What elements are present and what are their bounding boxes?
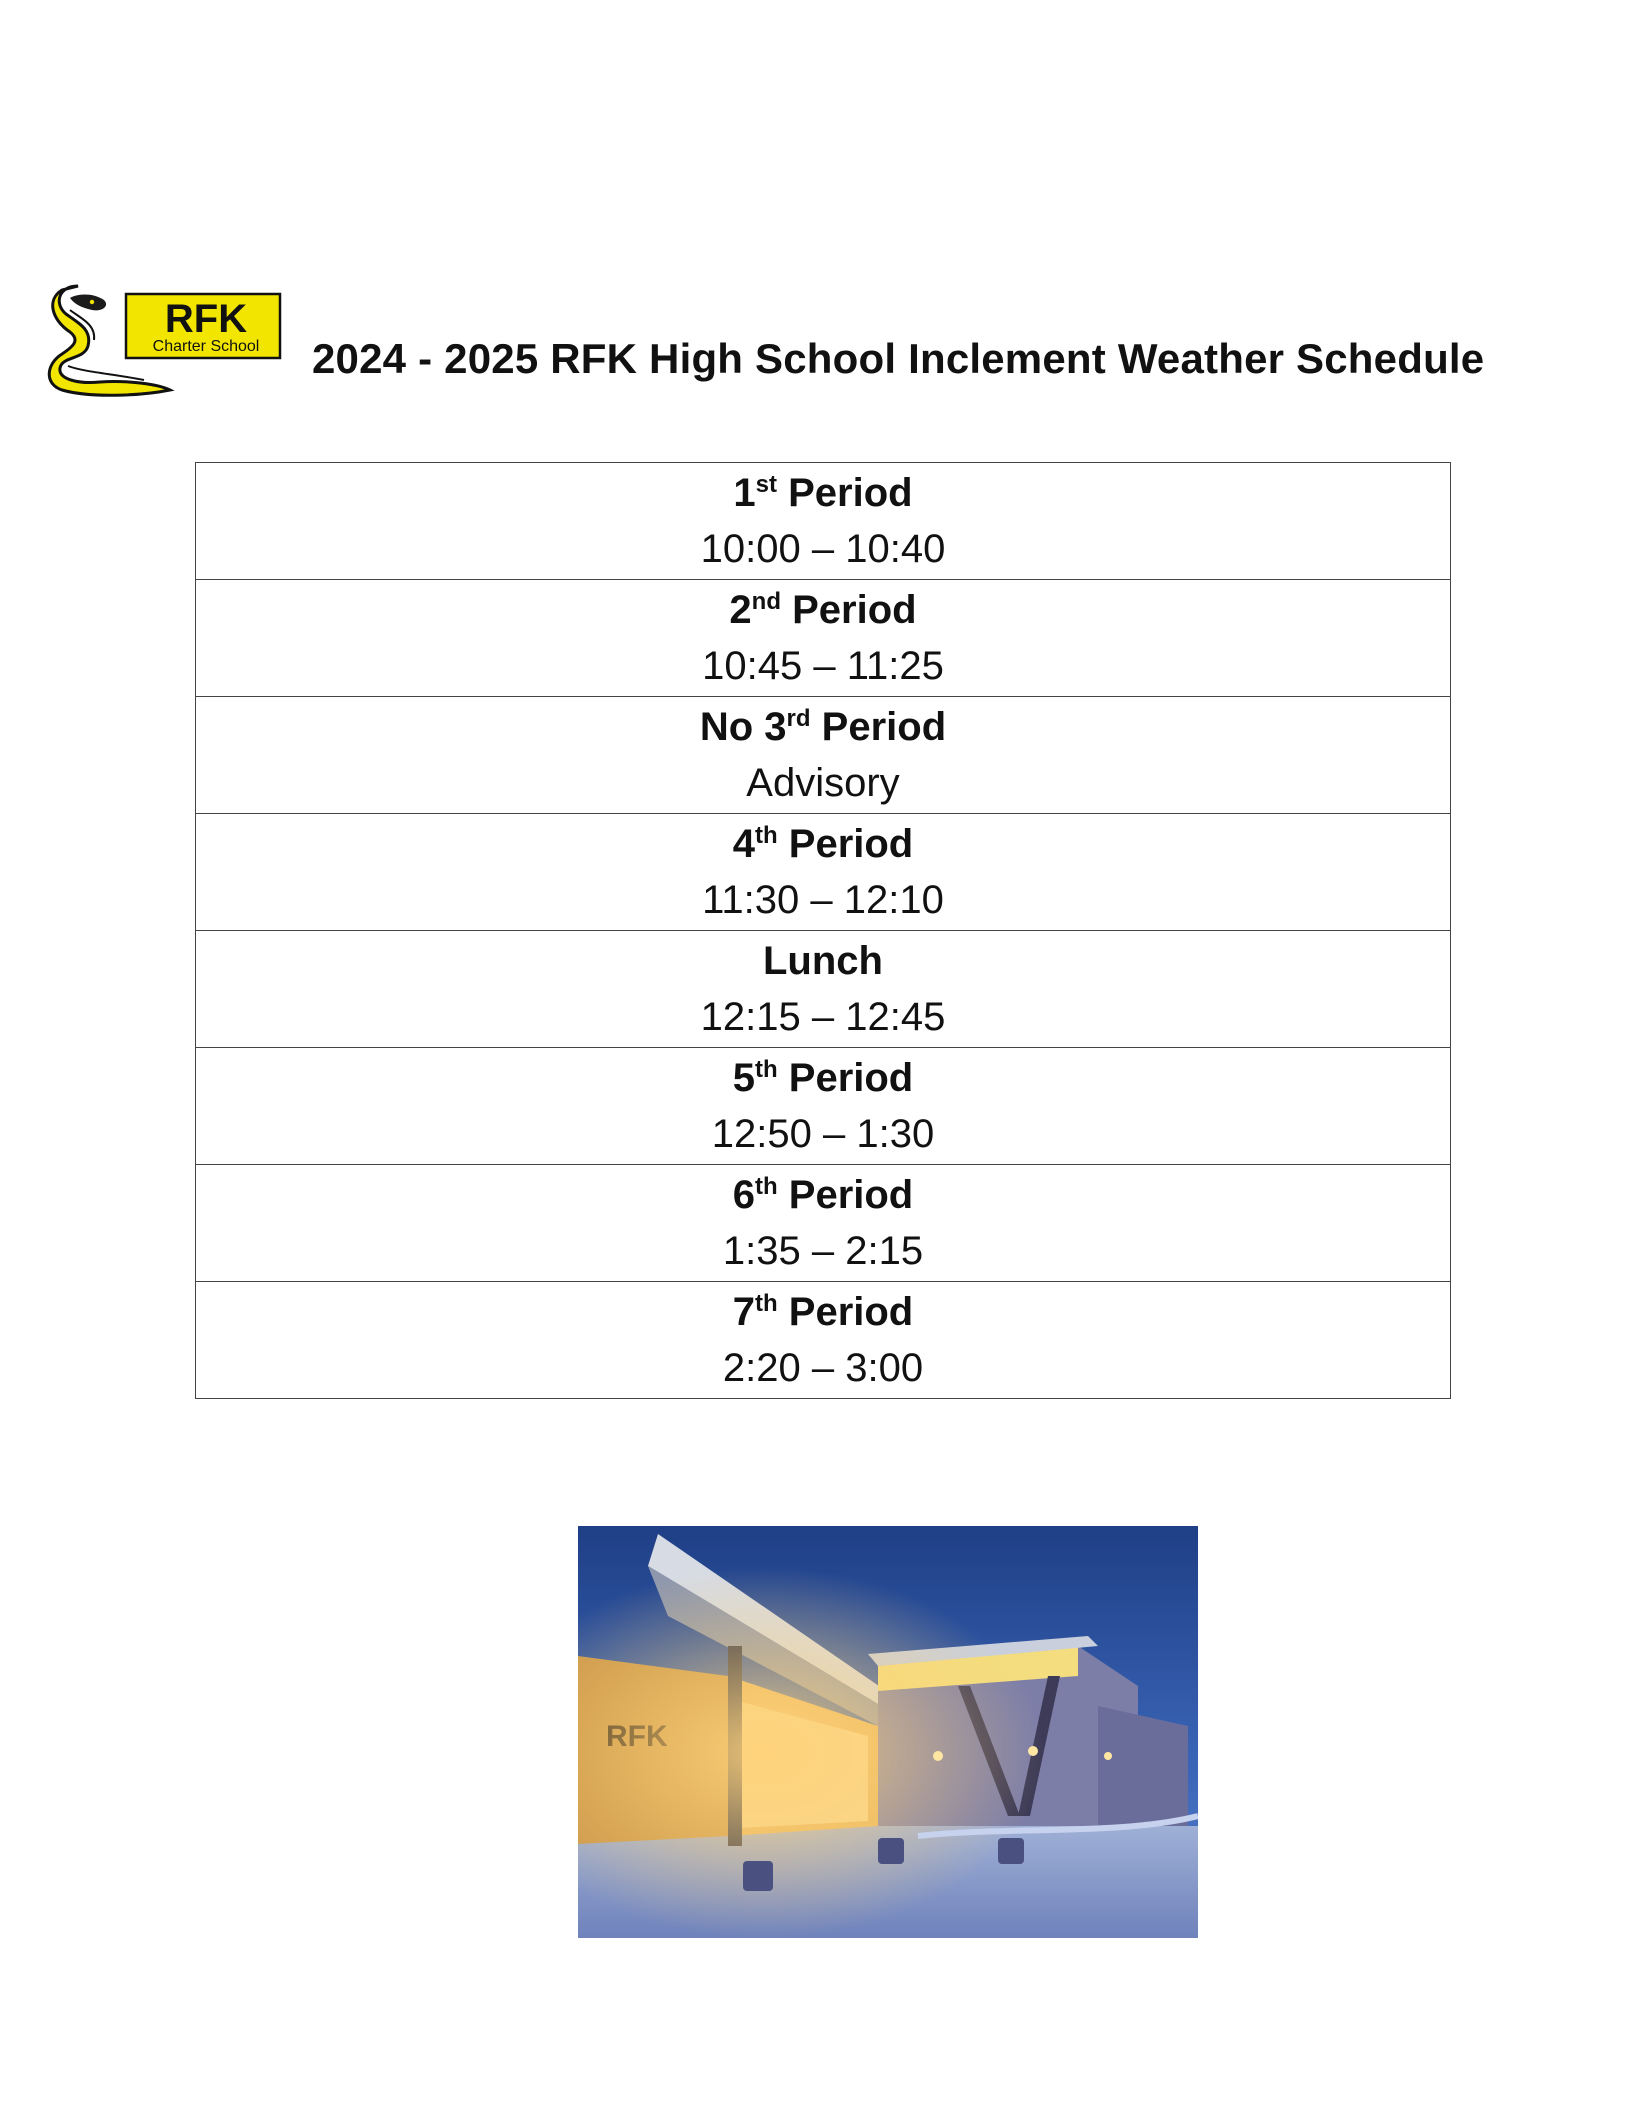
period-time: 10:00 – 10:40	[700, 527, 946, 571]
period-name	[196, 933, 1450, 989]
schedule-table	[195, 462, 1451, 1399]
period-label: Period	[780, 588, 917, 632]
period-time: 1:35 – 2:15	[722, 1229, 924, 1273]
schedule-row	[196, 1282, 1451, 1399]
period-time: 12:50 – 1:30	[711, 1112, 935, 1156]
period-number: 3	[764, 705, 787, 749]
period-number: 1	[733, 471, 756, 515]
period-name	[196, 1167, 1450, 1223]
period-name	[196, 1284, 1450, 1340]
period-label: Lunch	[763, 939, 883, 983]
period-ordinal-suffix: nd	[751, 588, 781, 615]
schedule-cell	[196, 463, 1451, 580]
period-name	[196, 816, 1450, 872]
schedule-row	[196, 1165, 1451, 1282]
period-number: 4	[732, 822, 755, 866]
period-label: Period	[777, 822, 914, 866]
school-building-photo	[578, 1526, 1198, 1938]
schedule-row	[196, 463, 1451, 580]
period-label: Period	[777, 1056, 914, 1100]
logo-text-sub: Charter School	[152, 338, 260, 355]
period-label: Period	[777, 1290, 914, 1334]
period-ordinal-suffix: th	[755, 1056, 778, 1083]
logo-text-main: RFK	[164, 297, 248, 341]
period-ordinal-suffix: th	[755, 822, 778, 849]
schedule-cell	[196, 814, 1451, 931]
period-number: 2	[729, 588, 752, 632]
period-label: Period	[777, 1173, 914, 1217]
period-ordinal-suffix: rd	[786, 705, 811, 732]
period-prefix: No	[699, 705, 765, 749]
schedule-row	[196, 697, 1451, 814]
period-ordinal-suffix: th	[755, 1290, 778, 1317]
page-title: 2024 - 2025 RFK High School Inclement Weather Schedule	[312, 335, 1485, 382]
schedule-cell	[196, 931, 1451, 1048]
period-label: Period	[777, 471, 913, 515]
period-ordinal-suffix: st	[755, 471, 777, 498]
period-time: 11:30 – 12:10	[702, 878, 944, 922]
period-name	[196, 699, 1450, 755]
period-time: 2:20 – 3:00	[722, 1346, 924, 1390]
period-number: 5	[732, 1056, 755, 1100]
period-time: Advisory	[746, 761, 900, 805]
period-name	[196, 465, 1450, 521]
schedule-row	[196, 1048, 1451, 1165]
schedule-row	[196, 580, 1451, 697]
period-time: 10:45 – 11:25	[702, 644, 944, 688]
period-label: Period	[810, 705, 947, 749]
period-name	[196, 582, 1450, 638]
schedule-row	[196, 931, 1451, 1048]
period-ordinal-suffix: th	[755, 1173, 778, 1200]
period-number: 7	[732, 1290, 755, 1334]
period-name	[196, 1050, 1450, 1106]
schedule-cell	[196, 697, 1451, 814]
schedule-cell	[196, 1165, 1451, 1282]
schedule-cell	[196, 1282, 1451, 1399]
rfk-charter-school-logo	[40, 280, 282, 400]
schedule-cell	[196, 580, 1451, 697]
period-time: 12:15 – 12:45	[700, 995, 946, 1039]
period-number: 6	[732, 1173, 755, 1217]
schedule-cell	[196, 1048, 1451, 1165]
schedule-row	[196, 814, 1451, 931]
